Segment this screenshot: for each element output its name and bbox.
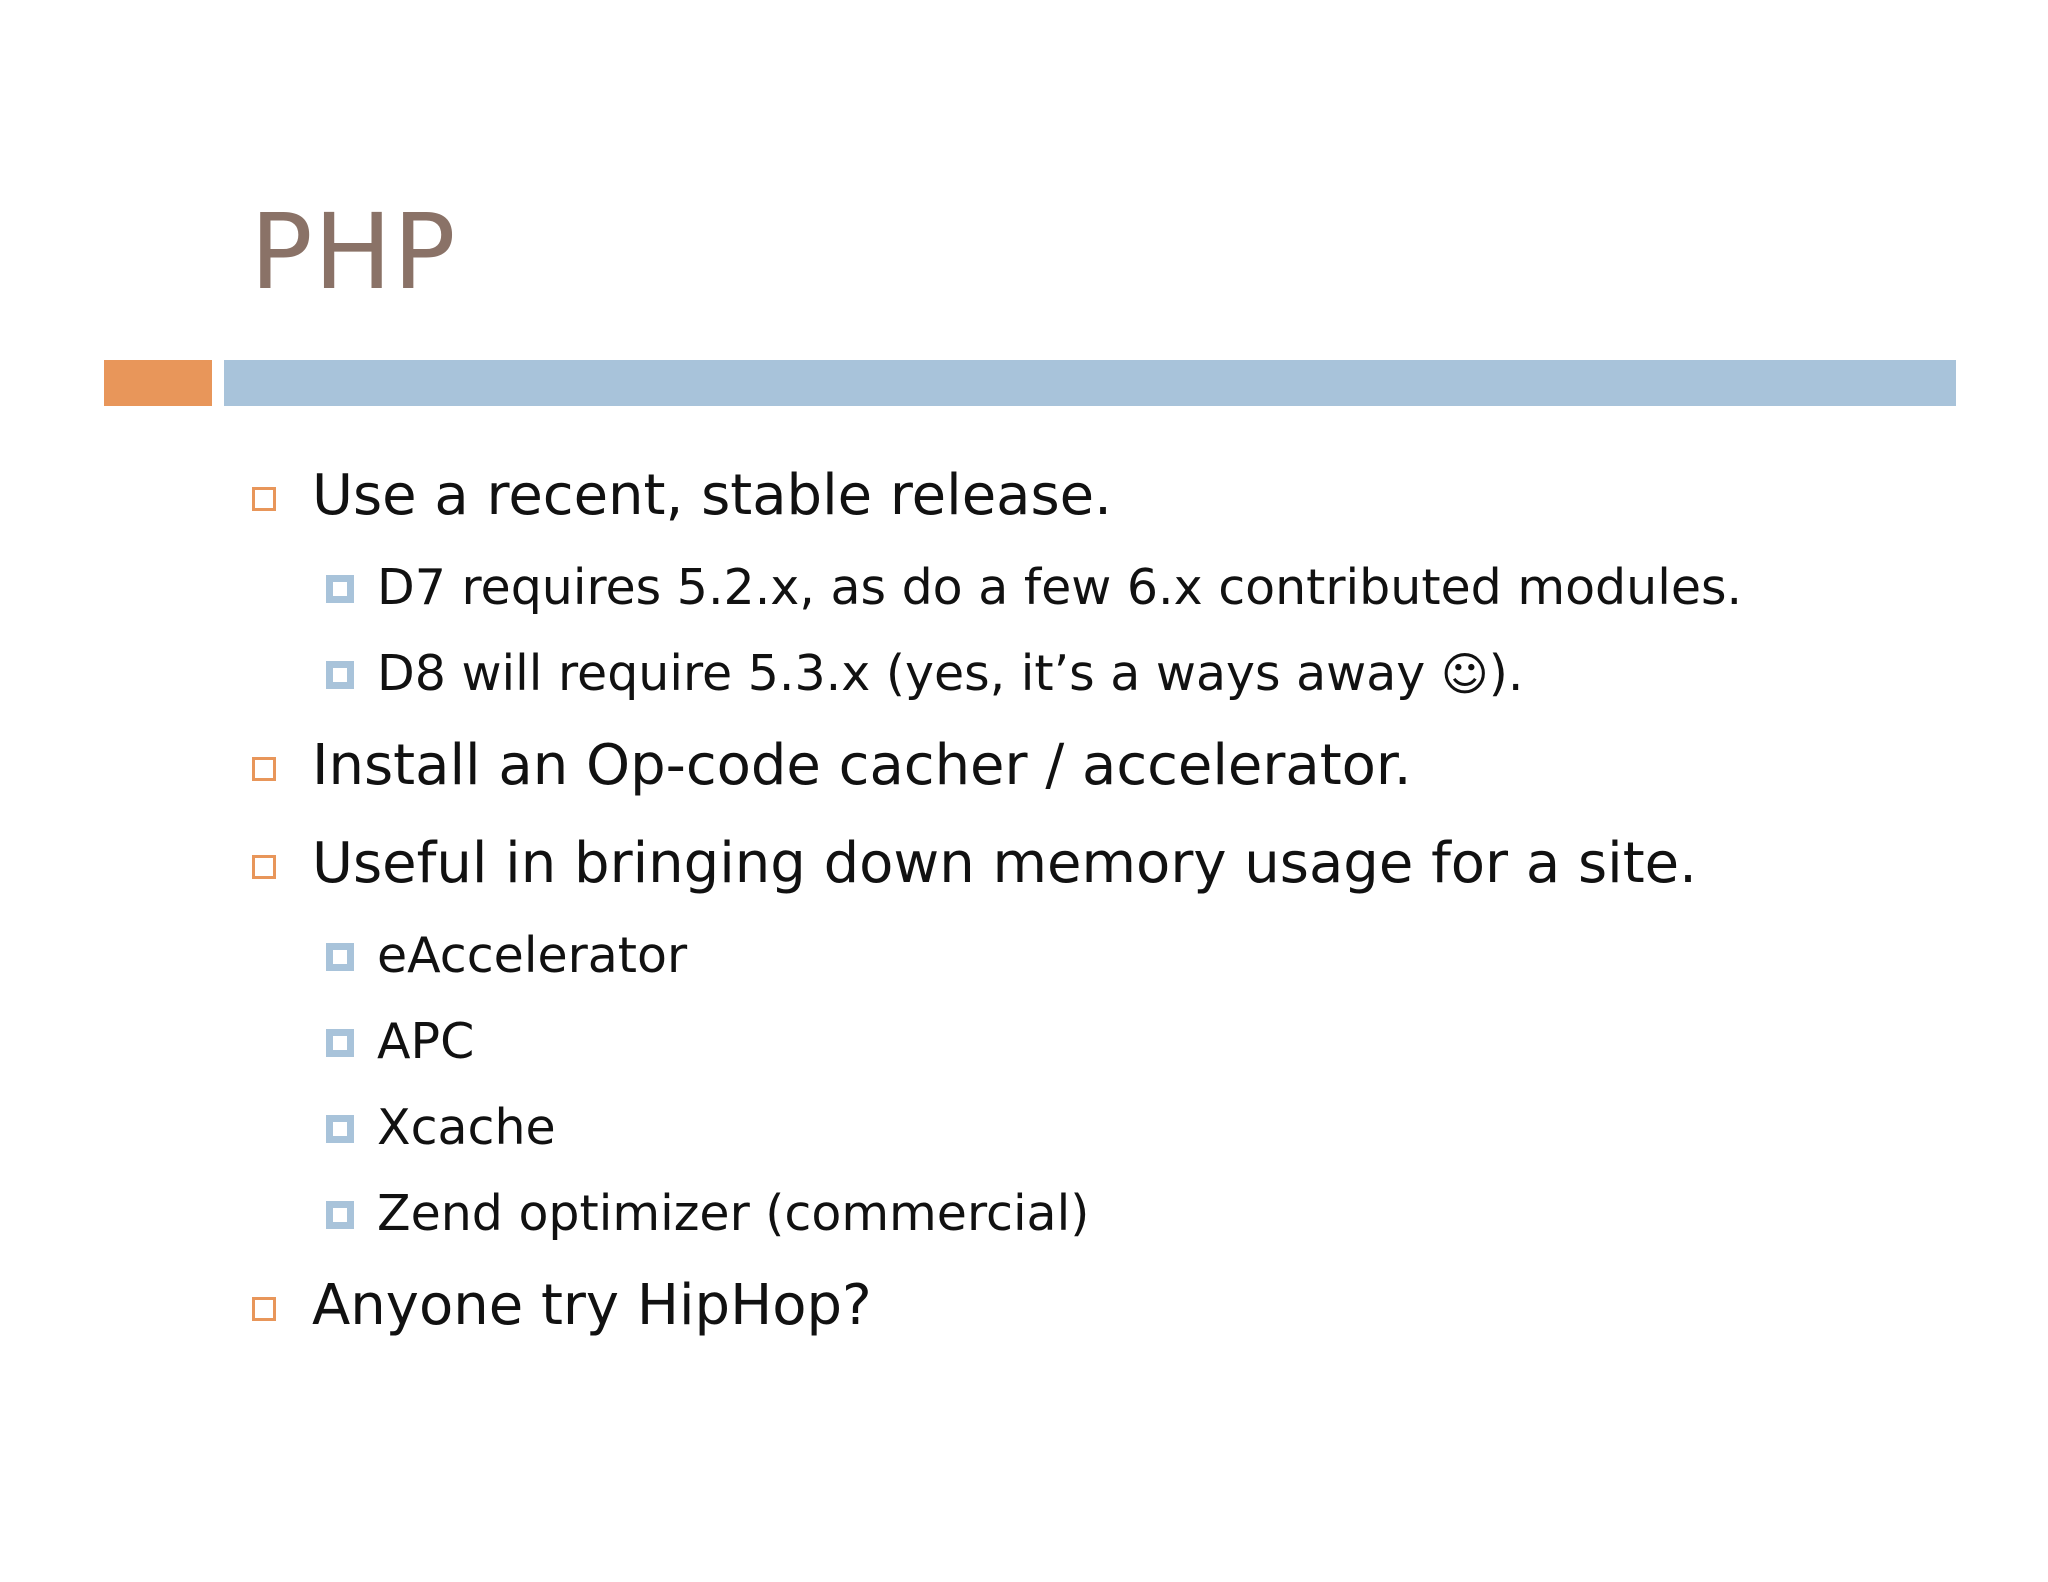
- list-item: [250, 818, 1950, 908]
- bullet-list: [250, 450, 1950, 1358]
- list-item-text: [377, 645, 1523, 702]
- square-bullet-icon: [252, 487, 276, 511]
- list-item-text: Install an Op-code cacher / accelerator.: [312, 732, 1412, 798]
- list-item: [250, 720, 1950, 810]
- list-item: [250, 634, 1950, 712]
- square-bullet-icon: [326, 575, 354, 603]
- list-item-text: D7 requires 5.2.x, as do a few 6.x contributed modules.: [377, 558, 1743, 616]
- square-bullet-icon: [326, 661, 354, 689]
- list-item-text-after: ).: [1488, 644, 1524, 702]
- list-item: [250, 1002, 1950, 1080]
- list-item-text: APC: [377, 1012, 475, 1070]
- square-bullet-icon: [326, 1201, 354, 1229]
- list-item: [250, 1088, 1950, 1166]
- square-bullet-icon: [326, 943, 354, 971]
- list-item-text-before: D8 will require 5.3.x (yes, it’s a ways away: [377, 644, 1441, 702]
- list-item: [250, 1174, 1950, 1252]
- list-item-text: eAccelerator: [377, 926, 688, 984]
- slide-title: PHP: [250, 191, 457, 313]
- list-item-text: Zend optimizer (commercial): [377, 1184, 1090, 1242]
- square-bullet-icon: [326, 1029, 354, 1057]
- list-item-text: Anyone try HipHop?: [312, 1272, 872, 1338]
- title-accent-bar-orange: [104, 360, 212, 406]
- list-item: [250, 1260, 1950, 1350]
- list-item: [250, 548, 1950, 626]
- square-bullet-icon: [326, 1115, 354, 1143]
- square-bullet-icon: [252, 1297, 276, 1321]
- smiley-face-icon: ☺: [1440, 646, 1489, 701]
- list-item-text: Xcache: [377, 1098, 556, 1156]
- square-bullet-icon: [252, 757, 276, 781]
- square-bullet-icon: [252, 855, 276, 879]
- list-item-text: Use a recent, stable release.: [312, 462, 1112, 528]
- list-item-text: Useful in bringing down memory usage for a site.: [312, 830, 1697, 896]
- title-accent-bar-blue: [224, 360, 1956, 406]
- list-item: [250, 916, 1950, 994]
- list-item: [250, 450, 1950, 540]
